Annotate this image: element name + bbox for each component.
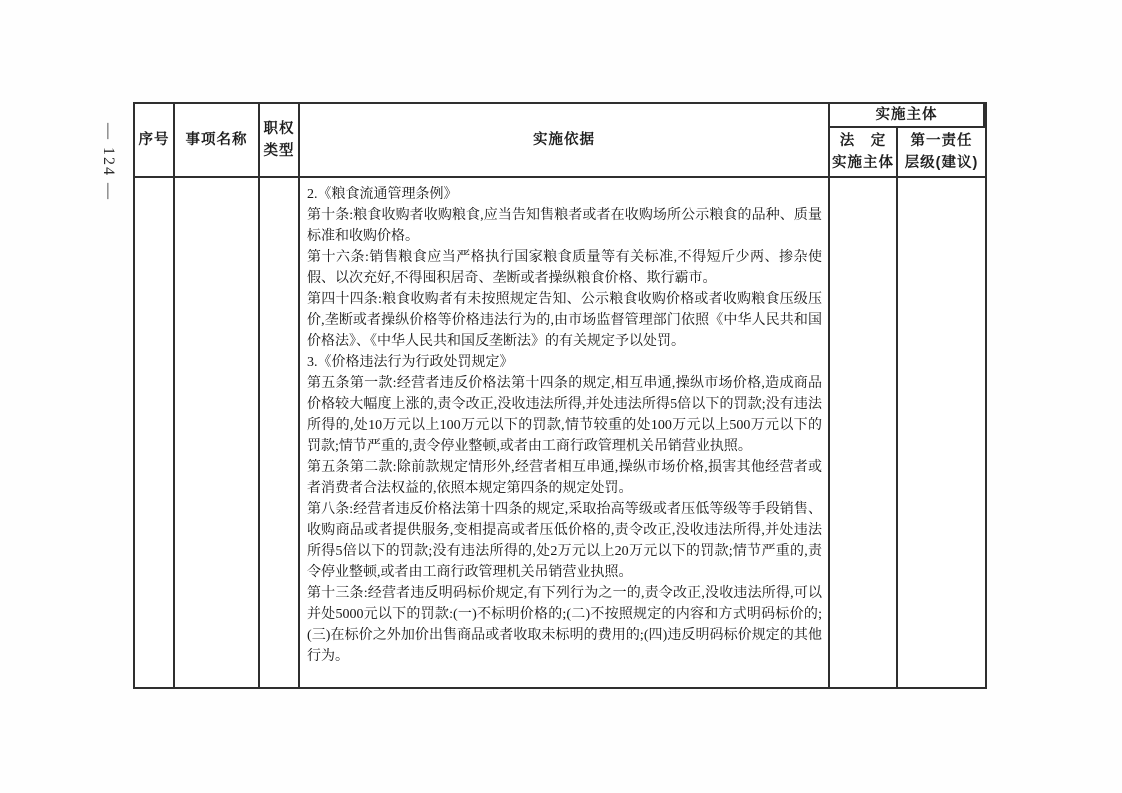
header-legal-subject-line1: 法 定 (839, 133, 887, 149)
cell-serial-number (135, 178, 175, 687)
header-authority-type-line1: 职权 (263, 121, 295, 137)
header-authority-type-line2: 类型 (263, 143, 295, 159)
header-legal-subject (830, 128, 898, 178)
law-paragraph: 2.《粮食流通管理条例》 (307, 187, 458, 202)
header-legal-subject-line2: 实施主体 (832, 155, 894, 171)
header-responsibility-level-line1: 第一责任 (910, 133, 973, 149)
cell-item-name (175, 178, 260, 687)
law-paragraph: 第四十四条:粮食收购者有未按照规定告知、公示粮食收购价格或者收购粮食压级压价,垄断或者操纵价格等价格违法行为的,由市场监督管理部门依照《中华人民共和国价格法》、《中华人民共和国反垄断法》的有关规定予以处罚。 (307, 292, 822, 349)
header-serial-number-label: 序号 (138, 132, 170, 148)
header-item-name (175, 104, 260, 178)
header-implementation-basis (300, 104, 830, 178)
law-paragraph: 第十六条:销售粮食应当严格执行国家粮食质量等有关标准,不得短斤少两、掺杂使假、以次充好,不得囤积居奇、垄断或者操纵粮食价格、欺行霸市。 (307, 250, 822, 286)
law-paragraph: 第十条:粮食收购者收购粮食,应当告知售粮者或者在收购场所公示粮食的品种、质量标准和收购价格。 (307, 208, 822, 244)
law-paragraph: 第五条第一款:经营者违反价格法第十四条的规定,相互串通,操纵市场价格,造成商品价格较大幅度上涨的,责令改正,没收违法所得,并处违法所得5倍以下的罚款;没有违法所得的,处10万元以上100万元以下的罚款,情节较重的处100万元以上500万元以下的罚款;情节严重的,责令停业整顿,或者由工商行政管理机关吊销营业执照。 (307, 376, 822, 454)
header-implementation-subject (830, 104, 985, 128)
cell-authority-type (260, 178, 300, 687)
law-paragraph: 3.《价格违法行为行政处罚规定》 (307, 355, 514, 370)
cell-legal-subject (830, 178, 898, 687)
law-paragraph: 第十三条:经营者违反明码标价规定,有下列行为之一的,责令改正,没收违法所得,可以并处5000元以下的罚款:(一)不标明价格的;(二)不按照规定的内容和方式明码标价的;(三)在标价之外加价出售商品或者收取未标明的费用的;(四)违反明码标价规定的其他行为。 (307, 586, 822, 664)
header-implementation-basis-label: 实施依据 (533, 132, 595, 148)
cell-implementation-basis (300, 178, 830, 687)
header-responsibility-level (898, 128, 985, 178)
header-responsibility-level-line2: 层级(建议) (904, 155, 979, 171)
header-serial-number (135, 104, 175, 178)
cell-responsibility-level (898, 178, 985, 687)
header-implementation-subject-label: 实施主体 (875, 107, 938, 123)
law-paragraph: 第八条:经营者违反价格法第十四条的规定,采取抬高等级或者压低等级等手段销售、收购商品或者提供服务,变相提高或者压低价格的,责令改正,没收违法所得,并处违法所得5倍以下的罚款;没有违法所得的,处2万元以上20万元以下的罚款;情节严重的,责令停业整顿,或者由工商行政管理机关吊销营业执照。 (307, 502, 822, 580)
page-number: — 124 — (100, 123, 117, 201)
header-authority-type (260, 104, 300, 178)
header-item-name-label: 事项名称 (185, 132, 248, 148)
law-paragraph: 第五条第二款:除前款规定情形外,经营者相互串通,操纵市场价格,损害其他经营者或者消费者合法权益的,依照本规定第四条的规定处罚。 (307, 460, 822, 496)
implementation-basis-table (133, 102, 987, 689)
